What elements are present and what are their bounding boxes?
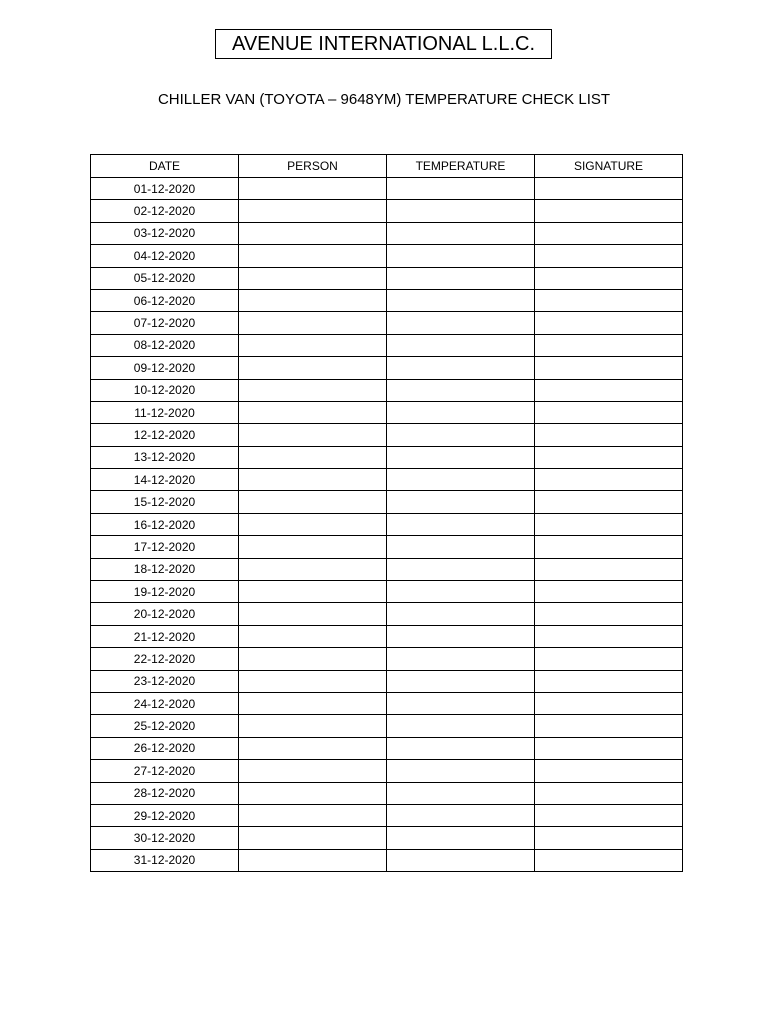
- cell-person[interactable]: [239, 379, 387, 401]
- cell-signature[interactable]: [535, 760, 683, 782]
- cell-person[interactable]: [239, 648, 387, 670]
- cell-signature[interactable]: [535, 446, 683, 468]
- cell-signature[interactable]: [535, 692, 683, 714]
- table-header-row: [91, 155, 683, 178]
- cell-person[interactable]: [239, 625, 387, 647]
- cell-signature[interactable]: [535, 200, 683, 222]
- cell-temperature[interactable]: [387, 737, 535, 759]
- cell-date: 05-12-2020: [91, 267, 239, 289]
- cell-signature[interactable]: [535, 625, 683, 647]
- cell-temperature[interactable]: [387, 692, 535, 714]
- cell-signature[interactable]: [535, 581, 683, 603]
- table-row: [91, 245, 683, 267]
- column-header-temperature: TEMPERATURE: [387, 155, 535, 178]
- cell-temperature[interactable]: [387, 469, 535, 491]
- cell-temperature[interactable]: [387, 289, 535, 311]
- cell-signature[interactable]: [535, 289, 683, 311]
- cell-signature[interactable]: [535, 401, 683, 423]
- cell-temperature[interactable]: [387, 446, 535, 468]
- cell-date: 16-12-2020: [91, 513, 239, 535]
- table-row: [91, 536, 683, 558]
- cell-signature[interactable]: [535, 536, 683, 558]
- column-header-date: DATE: [91, 155, 239, 178]
- cell-signature[interactable]: [535, 849, 683, 871]
- cell-date: 24-12-2020: [91, 692, 239, 714]
- cell-temperature[interactable]: [387, 491, 535, 513]
- table-row: [91, 737, 683, 759]
- cell-date: 08-12-2020: [91, 334, 239, 356]
- cell-date: 21-12-2020: [91, 625, 239, 647]
- table-row: [91, 222, 683, 244]
- cell-person[interactable]: [239, 558, 387, 580]
- cell-temperature[interactable]: [387, 827, 535, 849]
- cell-temperature[interactable]: [387, 581, 535, 603]
- cell-person[interactable]: [239, 782, 387, 804]
- table-row: [91, 692, 683, 714]
- cell-temperature[interactable]: [387, 334, 535, 356]
- table-row: [91, 804, 683, 826]
- table-row: [91, 401, 683, 423]
- cell-temperature[interactable]: [387, 357, 535, 379]
- cell-date: 02-12-2020: [91, 200, 239, 222]
- cell-signature[interactable]: [535, 178, 683, 200]
- cell-date: 01-12-2020: [91, 178, 239, 200]
- cell-temperature[interactable]: [387, 782, 535, 804]
- cell-person[interactable]: [239, 692, 387, 714]
- table-row: [91, 603, 683, 625]
- cell-temperature[interactable]: [387, 178, 535, 200]
- cell-signature[interactable]: [535, 603, 683, 625]
- cell-signature[interactable]: [535, 312, 683, 334]
- cell-person[interactable]: [239, 200, 387, 222]
- cell-date: 07-12-2020: [91, 312, 239, 334]
- cell-signature[interactable]: [535, 357, 683, 379]
- table-row: [91, 491, 683, 513]
- cell-signature[interactable]: [535, 648, 683, 670]
- cell-signature[interactable]: [535, 827, 683, 849]
- cell-person[interactable]: [239, 827, 387, 849]
- cell-person[interactable]: [239, 849, 387, 871]
- cell-person[interactable]: [239, 424, 387, 446]
- cell-person[interactable]: [239, 178, 387, 200]
- cell-person[interactable]: [239, 245, 387, 267]
- cell-date: 31-12-2020: [91, 849, 239, 871]
- cell-temperature[interactable]: [387, 536, 535, 558]
- cell-person[interactable]: [239, 469, 387, 491]
- cell-person[interactable]: [239, 760, 387, 782]
- table-row: [91, 648, 683, 670]
- cell-temperature[interactable]: [387, 804, 535, 826]
- cell-date: 15-12-2020: [91, 491, 239, 513]
- cell-date: 06-12-2020: [91, 289, 239, 311]
- cell-temperature[interactable]: [387, 670, 535, 692]
- table-row: [91, 782, 683, 804]
- cell-date: 04-12-2020: [91, 245, 239, 267]
- cell-temperature[interactable]: [387, 648, 535, 670]
- table-row: [91, 424, 683, 446]
- cell-date: 25-12-2020: [91, 715, 239, 737]
- cell-temperature[interactable]: [387, 222, 535, 244]
- cell-temperature[interactable]: [387, 760, 535, 782]
- cell-date: 11-12-2020: [91, 401, 239, 423]
- cell-person[interactable]: [239, 446, 387, 468]
- cell-temperature[interactable]: [387, 245, 535, 267]
- cell-person[interactable]: [239, 289, 387, 311]
- cell-temperature[interactable]: [387, 513, 535, 535]
- cell-signature[interactable]: [535, 267, 683, 289]
- cell-date: 20-12-2020: [91, 603, 239, 625]
- cell-signature[interactable]: [535, 715, 683, 737]
- cell-date: 12-12-2020: [91, 424, 239, 446]
- column-header-signature: SIGNATURE: [535, 155, 683, 178]
- cell-person[interactable]: [239, 603, 387, 625]
- cell-date: 30-12-2020: [91, 827, 239, 849]
- cell-signature[interactable]: [535, 334, 683, 356]
- cell-date: 13-12-2020: [91, 446, 239, 468]
- cell-person[interactable]: [239, 222, 387, 244]
- cell-temperature[interactable]: [387, 267, 535, 289]
- cell-person[interactable]: [239, 312, 387, 334]
- table-row: [91, 625, 683, 647]
- cell-temperature[interactable]: [387, 558, 535, 580]
- cell-person[interactable]: [239, 670, 387, 692]
- cell-person[interactable]: [239, 334, 387, 356]
- table-body: [91, 178, 683, 872]
- cell-date: 27-12-2020: [91, 760, 239, 782]
- table-row: [91, 670, 683, 692]
- cell-date: 22-12-2020: [91, 648, 239, 670]
- cell-temperature[interactable]: [387, 312, 535, 334]
- table-row: [91, 334, 683, 356]
- temperature-log-table: [90, 154, 683, 872]
- cell-date: 03-12-2020: [91, 222, 239, 244]
- cell-person[interactable]: [239, 357, 387, 379]
- cell-date: 10-12-2020: [91, 379, 239, 401]
- cell-signature[interactable]: [535, 379, 683, 401]
- cell-signature[interactable]: [535, 424, 683, 446]
- table-row: [91, 357, 683, 379]
- cell-signature[interactable]: [535, 737, 683, 759]
- cell-signature[interactable]: [535, 491, 683, 513]
- document-title: CHILLER VAN (TOYOTA – 9648YM) TEMPERATURE CHECK LIST: [157, 91, 611, 108]
- cell-person[interactable]: [239, 536, 387, 558]
- cell-date: 19-12-2020: [91, 581, 239, 603]
- cell-signature[interactable]: [535, 558, 683, 580]
- cell-signature[interactable]: [535, 782, 683, 804]
- table-row: [91, 715, 683, 737]
- cell-temperature[interactable]: [387, 401, 535, 423]
- table-row: [91, 558, 683, 580]
- table-row: [91, 469, 683, 491]
- table-row: [91, 267, 683, 289]
- cell-date: 26-12-2020: [91, 737, 239, 759]
- cell-signature[interactable]: [535, 469, 683, 491]
- cell-person[interactable]: [239, 513, 387, 535]
- table-row: [91, 289, 683, 311]
- cell-signature[interactable]: [535, 513, 683, 535]
- cell-person[interactable]: [239, 715, 387, 737]
- cell-temperature[interactable]: [387, 849, 535, 871]
- column-header-person: PERSON: [239, 155, 387, 178]
- cell-temperature[interactable]: [387, 379, 535, 401]
- cell-person[interactable]: [239, 267, 387, 289]
- cell-temperature[interactable]: [387, 625, 535, 647]
- table-row: [91, 760, 683, 782]
- table-row: [91, 312, 683, 334]
- table-row: [91, 379, 683, 401]
- cell-signature[interactable]: [535, 222, 683, 244]
- cell-date: 28-12-2020: [91, 782, 239, 804]
- cell-temperature[interactable]: [387, 715, 535, 737]
- cell-person[interactable]: [239, 737, 387, 759]
- cell-temperature[interactable]: [387, 200, 535, 222]
- table-row: [91, 849, 683, 871]
- cell-signature[interactable]: [535, 670, 683, 692]
- cell-date: 29-12-2020: [91, 804, 239, 826]
- cell-signature[interactable]: [535, 245, 683, 267]
- cell-date: 18-12-2020: [91, 558, 239, 580]
- cell-temperature[interactable]: [387, 603, 535, 625]
- table-row: [91, 178, 683, 200]
- company-name: AVENUE INTERNATIONAL L.L.C.: [215, 29, 552, 59]
- table-row: [91, 513, 683, 535]
- cell-person[interactable]: [239, 804, 387, 826]
- cell-person[interactable]: [239, 491, 387, 513]
- cell-date: 17-12-2020: [91, 536, 239, 558]
- cell-person[interactable]: [239, 581, 387, 603]
- table-row: [91, 581, 683, 603]
- table-row: [91, 200, 683, 222]
- cell-signature[interactable]: [535, 804, 683, 826]
- table-row: [91, 827, 683, 849]
- table-row: [91, 446, 683, 468]
- cell-date: 14-12-2020: [91, 469, 239, 491]
- cell-temperature[interactable]: [387, 424, 535, 446]
- cell-person[interactable]: [239, 401, 387, 423]
- cell-date: 09-12-2020: [91, 357, 239, 379]
- cell-date: 23-12-2020: [91, 670, 239, 692]
